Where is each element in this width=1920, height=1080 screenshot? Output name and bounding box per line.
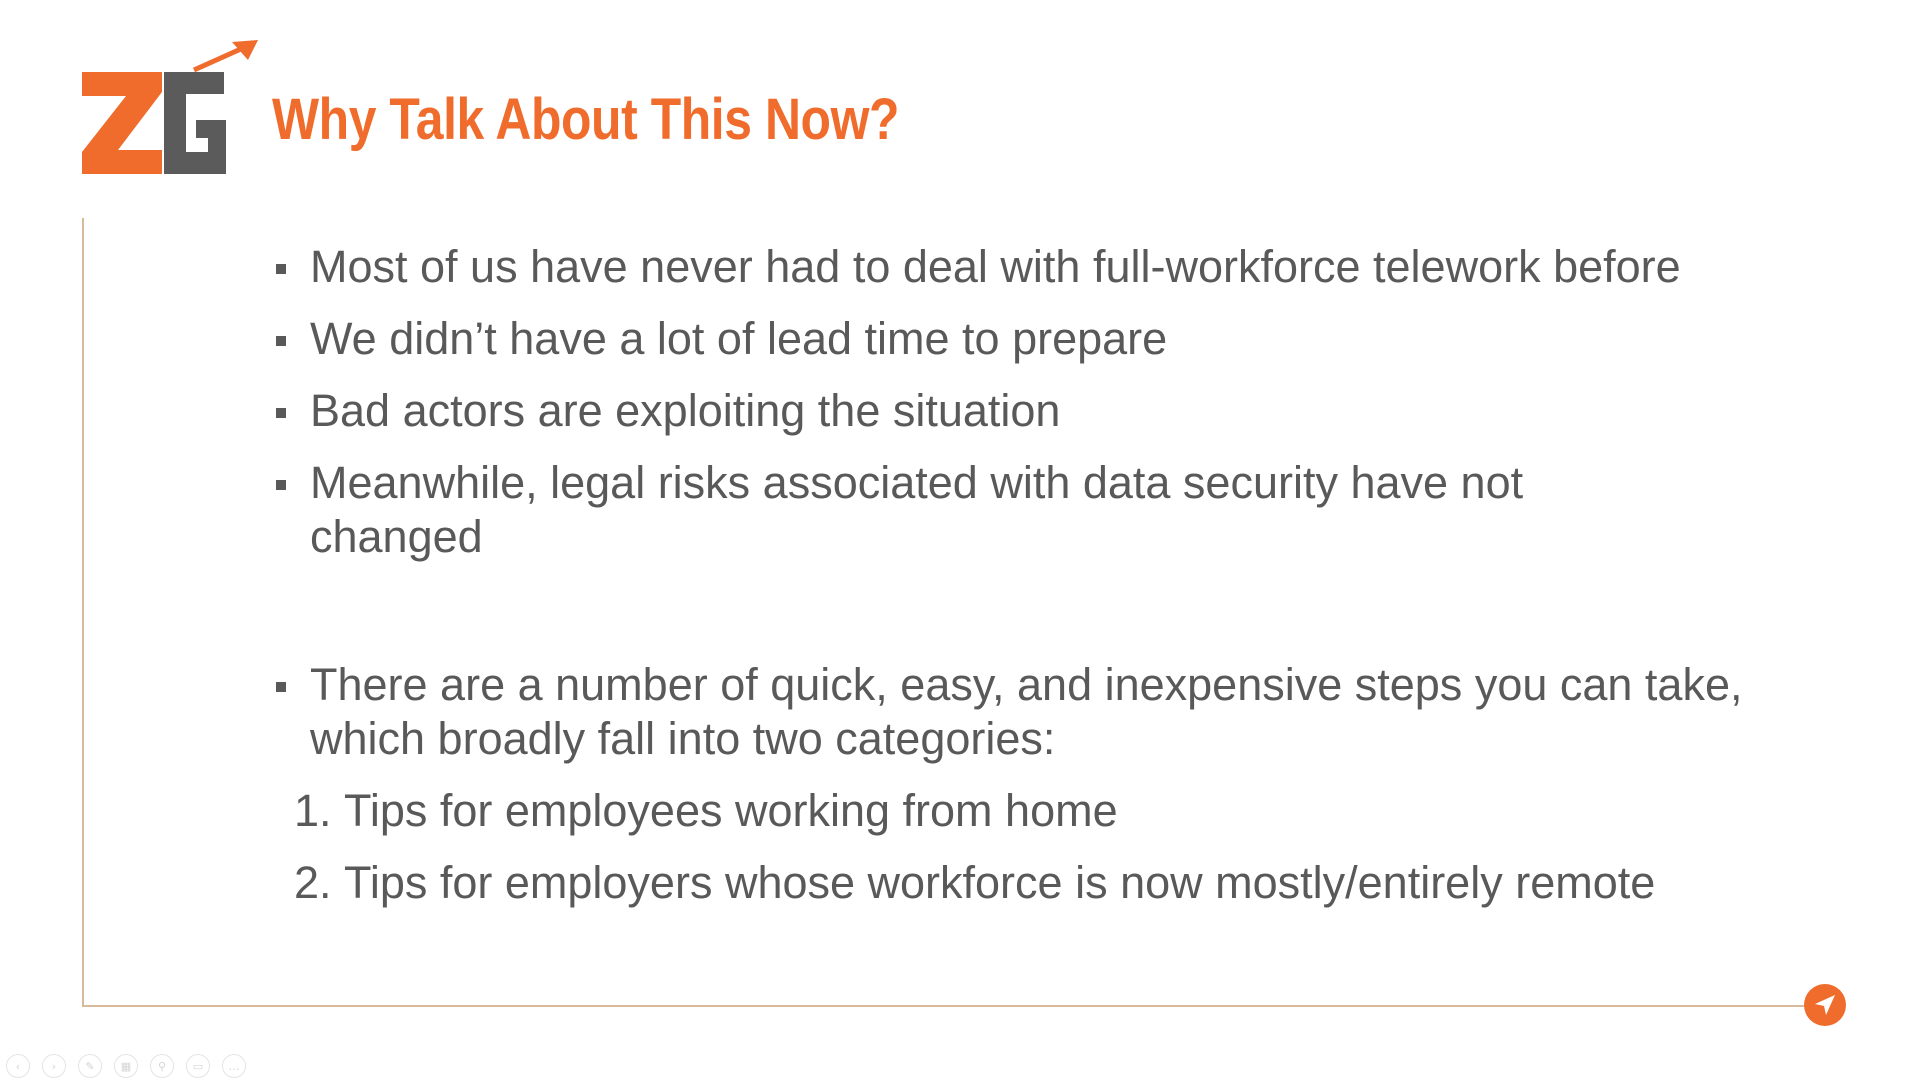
zg-logo [82,40,262,176]
bullet-item [272,456,1690,564]
bullet-text: We didn’t have a lot of lead time to prepare [310,313,1168,364]
square-bullet-icon [276,336,286,346]
bullet-text: Most of us have never had to deal with full-workforce telework before [310,241,1681,292]
bullet-item [272,240,1832,294]
pen-icon[interactable]: ✎ [78,1054,102,1078]
square-bullet-icon [276,682,286,692]
spacer [272,582,1832,658]
bullet-text: Bad actors are exploiting the situation [310,385,1061,436]
more-icon[interactable]: … [222,1054,246,1078]
item-number: 2. [294,857,332,908]
zoom-icon[interactable]: ⚲ [150,1054,174,1078]
bullet-item [272,658,1810,766]
slides-grid-icon[interactable]: ▦ [114,1054,138,1078]
previous-icon[interactable]: ‹ [6,1054,30,1078]
bullet-item [272,384,1832,438]
bullet-item [272,312,1832,366]
square-bullet-icon [276,408,286,418]
square-bullet-icon [276,264,286,274]
item-number: 1. [294,785,332,836]
numbered-text: Tips for employers whose workforce is now mostly/entirely remote [344,857,1656,908]
numbered-item [272,856,1832,910]
bullet-text: There are a number of quick, easy, and inexpensive steps you can take, which broadly fall into two categories: [310,659,1743,764]
next-icon[interactable]: › [42,1054,66,1078]
numbered-text: Tips for employees working from home [344,785,1118,836]
bullet-text: Meanwhile, legal risks associated with data security have not changed [310,457,1524,562]
frame-bottom-border [82,1005,1810,1007]
numbered-item [272,784,1832,838]
slide-body [272,240,1832,928]
frame-left-border [82,218,84,1006]
slide-title: Why Talk About This Now? [272,87,899,152]
square-bullet-icon [276,480,286,490]
send-arrow-icon [1804,984,1846,1026]
subtitles-icon[interactable]: ▭ [186,1054,210,1078]
slideshow-toolbar [6,1054,246,1078]
